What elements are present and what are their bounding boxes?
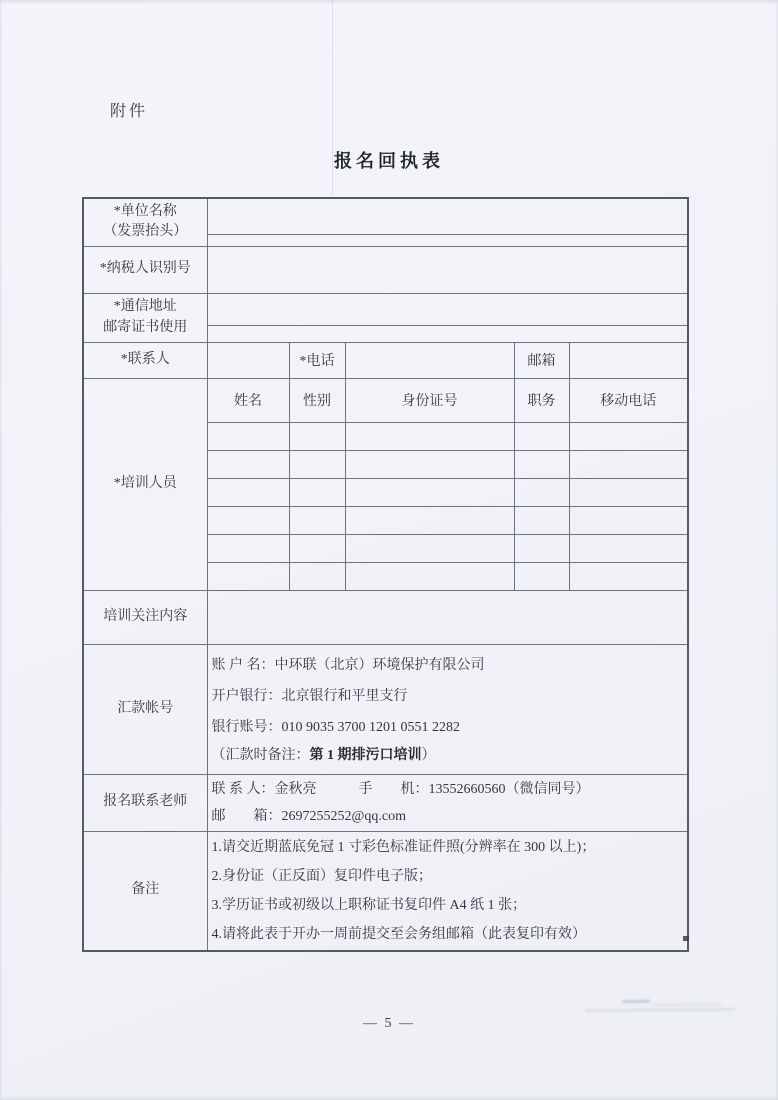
page-number: — 5 — — [363, 1016, 415, 1031]
trainee-cell — [569, 422, 688, 450]
remarks-cell — [207, 831, 688, 951]
remark-item: 1.请交近期蓝底免冠 1 寸彩色标准证件照(分辨率在 300 以上)； — [211, 839, 596, 855]
remittance-note: （汇款时备注：第 1 期排污口培训） — [211, 748, 436, 763]
registration-teacher-cell — [207, 774, 688, 831]
remittance-note-highlight: 第 1 期排污口培训 — [309, 748, 422, 763]
trainee-cell — [569, 450, 688, 478]
email-label: 邮箱 — [514, 342, 569, 378]
trainee-cell — [207, 450, 289, 478]
trainee-cell — [514, 534, 569, 562]
cell-sub-divider — [208, 234, 688, 235]
trainee-cell — [289, 562, 345, 590]
teacher-contact-line: 联 系 人：金秋亮 手 机：13552660560（微信同号） — [211, 781, 590, 797]
trainee-cell — [289, 450, 345, 478]
remittance-bank: 开户银行：北京银行和平里支行 — [211, 689, 408, 704]
page-title: 报名回执表 — [334, 151, 444, 171]
contact-label: *联系人 — [83, 342, 207, 378]
remittance-label: 汇款帐号 — [83, 644, 207, 774]
registration-form-table — [82, 197, 689, 952]
trainee-cell — [569, 562, 688, 590]
mailing-address-label: *通信地址 邮寄证书使用 — [83, 293, 207, 342]
attachment-label: 附件 — [110, 103, 149, 120]
trainee-cell — [289, 422, 345, 450]
row-trainee-header — [83, 378, 688, 422]
trainee-cell — [345, 422, 514, 450]
trainee-cell — [569, 534, 688, 562]
trainee-cell — [514, 450, 569, 478]
row-taxpayer-id — [83, 246, 688, 293]
trainee-cell — [207, 422, 289, 450]
scan-artifact-dot — [683, 936, 689, 941]
phone-label: *电话 — [289, 342, 345, 378]
remittance-account-number: 银行账号：010 9035 3700 1201 0551 2282 — [211, 720, 460, 735]
phone-value-cell — [345, 342, 514, 378]
unit-name-value-cell — [207, 198, 688, 246]
trainee-cell — [345, 562, 514, 590]
trainee-cell — [207, 562, 289, 590]
trainee-cell — [569, 506, 688, 534]
col-header-name: 姓名 — [207, 378, 289, 422]
trainee-cell — [345, 450, 514, 478]
col-header-gender: 性别 — [289, 378, 345, 422]
col-header-id-number: 身份证号 — [345, 378, 514, 422]
trainee-cell — [514, 562, 569, 590]
contact-value-cell — [207, 342, 289, 378]
trainee-cell — [289, 534, 345, 562]
training-focus-value-cell — [207, 590, 688, 644]
col-header-position: 职务 — [514, 378, 569, 422]
row-contact — [83, 342, 688, 378]
trainee-cell — [207, 534, 289, 562]
trainee-cell — [207, 478, 289, 506]
row-unit-name — [83, 198, 688, 246]
row-remarks — [83, 831, 688, 951]
trainee-cell — [345, 478, 514, 506]
trainee-cell — [514, 506, 569, 534]
remark-item: 3.学历证书或初级以上职称证书复印件 A4 纸 1 张； — [211, 897, 527, 913]
registration-teacher-label: 报名联系老师 — [83, 774, 207, 831]
trainee-cell — [289, 506, 345, 534]
col-header-mobile: 移动电话 — [569, 378, 688, 422]
trainee-cell — [514, 422, 569, 450]
scan-artifact — [585, 1008, 735, 1011]
remittance-account-name: 账 户 名：中环联（北京）环境保护有限公司 — [211, 658, 485, 673]
email-value-cell — [569, 342, 688, 378]
cell-sub-divider — [208, 325, 688, 326]
taxpayer-id-value-cell — [207, 246, 688, 293]
row-mailing-address — [83, 293, 688, 342]
scan-artifact — [622, 1000, 650, 1003]
row-registration-teacher — [83, 774, 688, 831]
trainee-cell — [569, 478, 688, 506]
trainee-cell — [207, 506, 289, 534]
scan-artifact — [652, 1004, 722, 1006]
remark-item: 4.请将此表于开办一周前提交至会务组邮箱（此表复印有效） — [211, 926, 586, 942]
trainee-cell — [345, 534, 514, 562]
trainee-cell — [289, 478, 345, 506]
training-focus-label: 培训关注内容 — [83, 590, 207, 644]
trainees-label: *培训人员 — [83, 378, 207, 590]
row-remittance — [83, 644, 688, 774]
trainee-cell — [345, 506, 514, 534]
remark-item: 2.身份证（正反面）复印件电子版； — [211, 868, 432, 884]
unit-name-label: *单位名称 （发票抬头） — [83, 198, 207, 246]
remarks-label: 备注 — [83, 831, 207, 951]
remittance-details-cell — [207, 644, 688, 774]
teacher-email-line: 邮 箱：2697255252@qq.com — [211, 808, 406, 824]
trainee-cell — [514, 478, 569, 506]
taxpayer-id-label: *纳税人识别号 — [83, 246, 207, 293]
mailing-address-value-cell — [207, 293, 688, 342]
row-training-focus — [83, 590, 688, 644]
